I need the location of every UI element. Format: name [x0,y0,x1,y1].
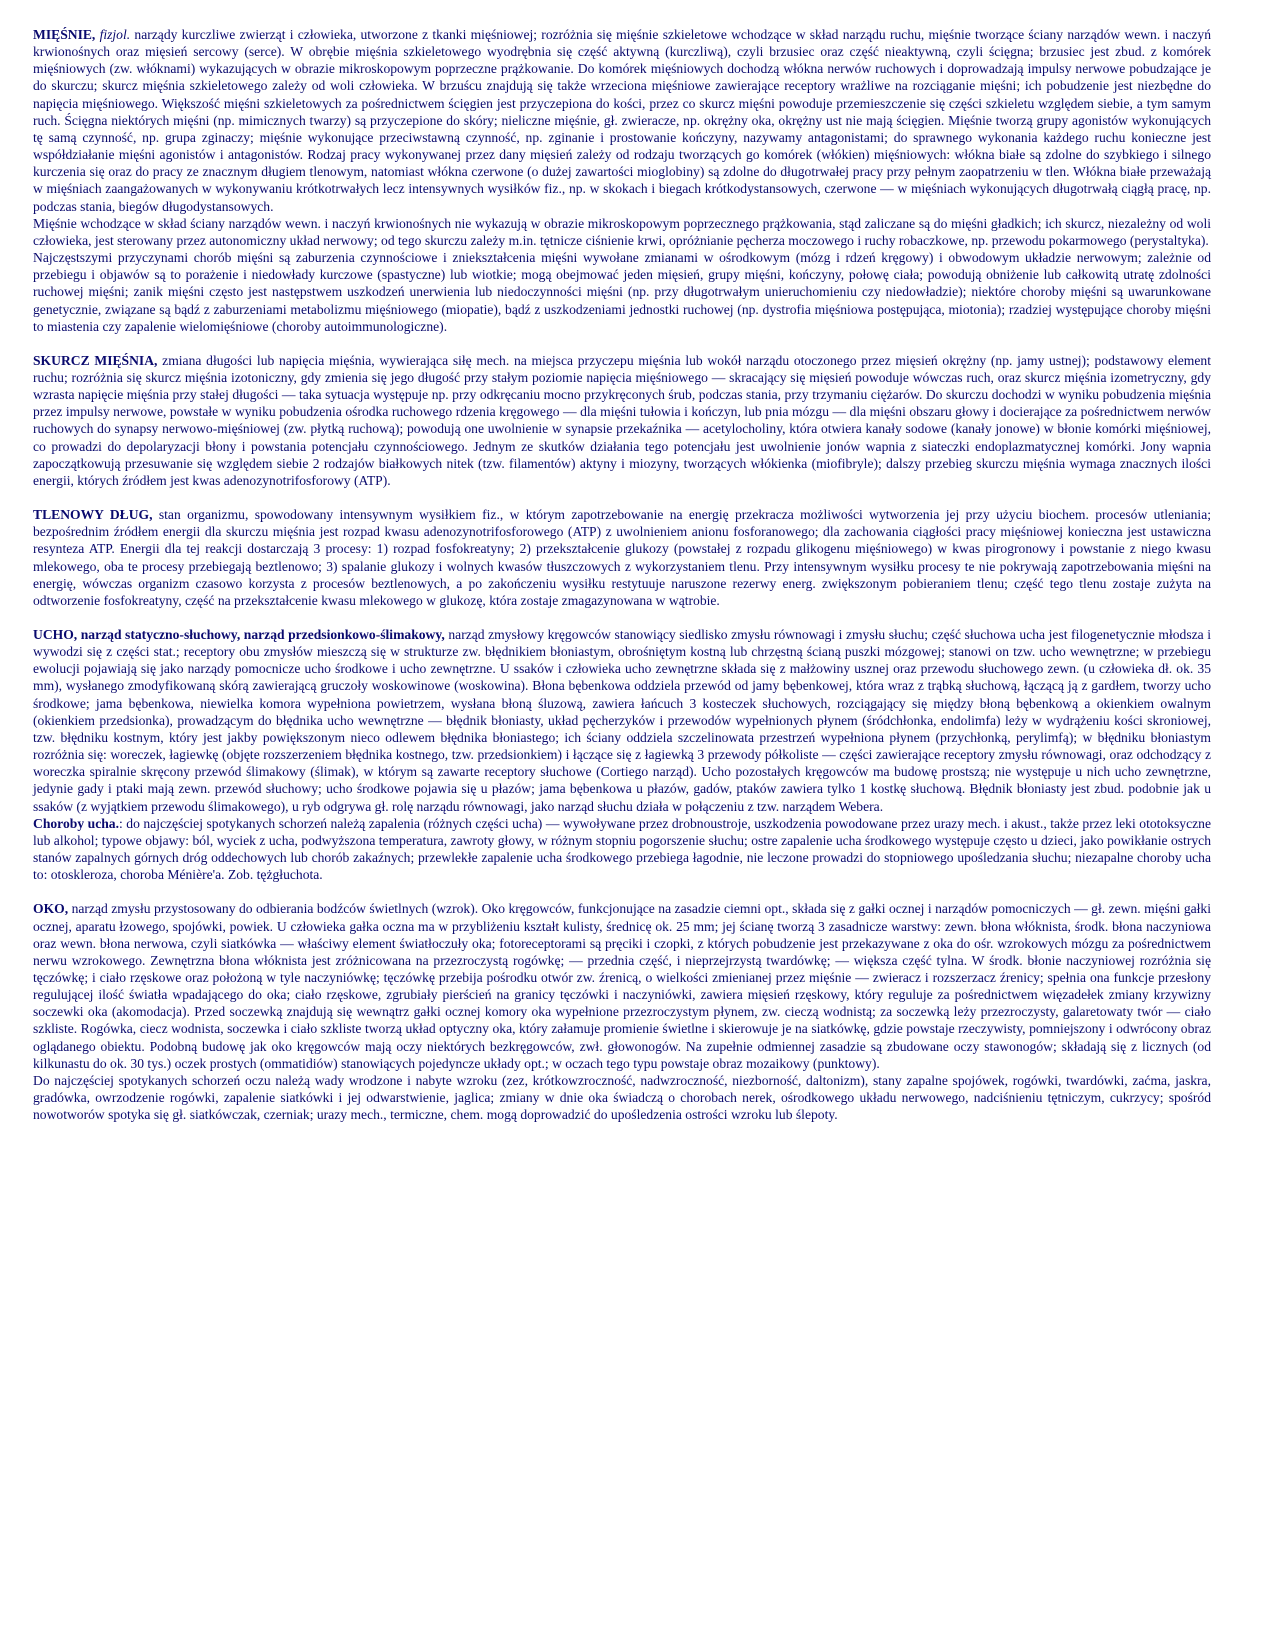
paragraph [33,1072,1211,1123]
paragraph [33,26,1211,215]
paragraph-text: : do najczęściej spotykanych schorzeń należą zapalenia (różnych części ucha) — wywoływane przez drobnoustroje, uszkodzenia powodowane przez urazy mech. i akust., także przez leki ototoksyczne lub alkohol; typowe objawy: ból, wyciek z ucha, podwyższona temperatura, zawroty głowy, w różnym stopniu pogorszenie słuchu; ostre zapalenie ucha środkowego występuje często u dzieci, jako powikłanie ostrych stanów zapalnych górnych dróg oddechowych lub chorób zakaźnych; przewlekłe zapalenie ucha środkowego przebiega łagodnie, nie leczone prowadzi do stopniowego upośledzania słuchu; niezapalne choroby ucha to: otoskleroza, choroba Ménière'a. Zob. tężgłuchota. [33,815,1211,883]
headword: MIĘŚNIE, [33,27,96,42]
paragraph [33,815,1211,884]
paragraph [33,506,1211,609]
entry-oko [33,900,1211,1123]
paragraph-text: stan organizmu, spowodowany intensywnym wysiłkiem fiz., w którym zapotrzebowanie na energię przekracza możliwości wytworzenia jej przy użyciu biochem. procesów utleniania; bezpośrednim źródłem energii dla skurczu mięśnia jest rozpad kwasu adenozynotrifosforowego (ATP) z uwolnieniem anionu fosforanowego; dla zachowania ciągłości pracy mięśniowej konieczna jest ustawiczna resynteza ATP. Energii dla tej reakcji dostarczają 3 procesy: 1) rozpad fosfokreatyny; 2) przekształcenie glukozy (powstałej z rozpadu glikogenu mięśniowego) w kwas pirogronowy i powstanie z niego kwasu mlekowego, oba te procesy przebiegają beztlenowo; 3) spalanie glukozy i wolnych kwasów tłuszczowych z wykorzystaniem tlenu. Przy intensywnym wysiłku procesy te nie pokrywają zapotrzebowania mięśni na energię, wówczas organizm czasowo korzysta z procesów beztlenowych, a po zakończeniu wysiłku restytuuje naruszone rezerwy energ. zwiększonym pobieraniem tlenu; część tego tlenu zostaje zużyta na odtworzenie fosfokreatyny, część na przekształcenie kwasu mlekowego w glukozę, która zostaje zmagazynowana w wątrobie. [33,507,1211,608]
paragraph [33,352,1211,489]
paragraph-text: narząd zmysłu przystosowany do odbierania bodźców świetlnych (wzrok). Oko kręgowców, funkcjonujące na zasadzie ciemni opt., składa się z gałki ocznej i narządów pomocniczych — gł. zewn. mięśni gałki ocznej, aparatu łzowego, spojówki, powiek. U człowieka gałka oczna ma w przybliżeniu kształt kulisty, średnicę ok. 25 mm; jej ścianę tworzą 3 zasadnicze warstwy: zewn. błona włóknista, środk. błona naczyniowa oraz wewn. błona nerwowa, czyli siatkówka — właściwy element światłoczuły oka; fotoreceptorami są pręciki i czopki, z których pobudzenie jest przekazywane z oka do ośr. wzrokowych mózgu za pośrednictwem nerwu wzrokowego. Zewnętrzna błona włóknista jest zróżnicowana na przezroczystą rogówkę; — przednia część, i nieprzejrzystą twardówkę; — większa część tylna. W środk. błonie naczyniowej rozróżnia się tęczówkę; i ciało rzęskowe oraz położoną w tyle naczyniówkę; tęczówkę przebija pośrodku otwór zw. źrenicą, o wielkości zmienianej przez mięśnie — zwieracz i rozszerzacz źrenicy; spełnia ona funkcje przesłony regulującej ilość światła wpadającego do oka; ciało rzęskowe, zgrubiały pierścień na granicy tęczówki i naczyniówki, zawiera mięsień rzęskowy, który reguluje za pośrednictwem więzadełek zmiany krzywizny soczewki oka (akomodacja). Przed soczewką znajdują się wewnątrz gałki ocznej komory oka wypełnione przezroczystym płynem, zw. cieczą wodnistą; za soczewką leży przezroczysty, galaretowaty twór — ciało szkliste. Rogówka, ciecz wodnista, soczewka i ciało szkliste tworzą układ optyczny oka, który załamuje promienie świetlne i skierowuje je na siatkówkę, gdzie powstaje rzeczywisty, pomniejszony i odwrócony obraz oglądanego obiektu. Podobną budowę jak oko kręgowców mają oczy niektórych bezkręgowców, zwł. głowonogów. Na zupełnie odmiennej zasadzie są zbudowane oczy stawonogów; składają się z licznych (od kilkunastu do ok. 30 tys.) oczek prostych (ommatidiów) stanowiących pojedyncze układy opt.; w oczach tego typu powstaje obraz mozaikowy (punktowy). [33,901,1211,1071]
entry-ucho [33,626,1211,883]
headword: OKO, [33,901,69,917]
headword: UCHO, narząd statyczno-słuchowy, narząd przedsionkowo-ślimakowy, [33,627,445,642]
paragraph-text: narządy kurczliwe zwierząt i człowieka, utworzone z tkanki mięśniowej; rozróżnia się mięśnie szkieletowe wchodzące w skład narządu ruchu, mięśnie tworzące ściany narządów wewn. i naczyń krwionośnych oraz mięsień sercowy (serce). W obrębie mięśnia szkieletowego wyodrębnia się część aktywną (kurczliwą), czyli brzusiec oraz część nieaktywną, czyli ścięgna; brzusiec jest zbud. z komórek mięśniowych (zw. włóknami) wykazujących w obrazie mikroskopowym poprzeczne prążkowanie. Do komórek mięśniowych dochodzą włókna nerwów ruchowych i doprowadzają impulsy nerwowe pobudzające je do skurczu; skurcz mięśnia szkieletowego zależy od woli człowieka. W brzuścu znajdują się także wrzeciona mięśniowe zawierające receptory wrażliwe na rozciąganie mięśni; ich pobudzenie jest niezbędne do napięcia mięśniowego. Większość mięśni szkieletowych za pośrednictwem ścięgien jest przyczepiona do kości, przez co skurcz mięśni powoduje przemieszczenie się części szkieletu względem siebie, a tym samym ruch. Ścięgna niektórych mięśni (np. mimicznych twarzy) są przyczepione do skóry; nieliczne mięśnie, gł. zwieracze, np. okrężny oka, okrężny ust nie mają ścięgien. Mięśnie tworzą grupy agonistów wykonujących tę samą czynność, np. grupa zginaczy; mięśnie wykonujące przeciwstawną czynność, np. zginanie i prostowanie kończyny, nazywamy antagonistami; do sprawnego wykonania każdego ruchu konieczne jest współdziałanie mięśni agonistów i antagonistów. Rodzaj pracy wykonywanej przez dany mięsień zależy od rodzaju tworzących go komórek (włókien) mięśniowych: włókna białe są zdolne do szybkiego i silnego kurczenia się oraz do pracy ze znacznym długiem tlenowym, natomiast włókna czerwone (o dużej zawartości mioglobiny) są zdolne do długotrwałej pracy przy pełnym zaopatrzeniu w tlen. Włókna białe przeważają w mięśniach zaangażowanych w wykonywaniu krótkotrwałych lecz intensywnych wysiłków fiz., np. w skokach i biegach krótkodystansowych, czerwone — w mięśniach wykonujących długotrwałą ciągłą pracę, np. podczas stania, biegów długodystansowych. [33,27,1211,214]
paragraph-text: zmiana długości lub napięcia mięśnia, wywierająca siłę mech. na miejsca przyczepu mięśnia lub wokół narządu otoczonego przez mięsień okrężny (np. jamy ustnej); podstawowy element ruchu; rozróżnia się skurcz mięśnia izotoniczny, gdy zmienia się jego długość przy stałym poziomie napięcia mięśniowego — skracający się mięsień powoduje wówczas ruch, oraz skurcz mięśnia izometryczny, gdy wzrasta napięcie mięśnia przy stałej długości — taka sytuacja występuje np. przy odkręcaniu mocno przykręconych śrub, podczas stania, przy trzymaniu ciężarów. Do skurczu dochodzi w wyniku pobudzenia mięśnia przez impulsy nerwowe, powstałe w wyniku pobudzenia ośrodka ruchowego rdzenia kręgowego — dla mięśni tułowia i kończyn, lub pnia mózgu — dla mięśni obszaru głowy i docierające za pośrednictwem nerwów ruchowych do synapsy nerwowo-mięśniowej (zw. płytką ruchową); powodują one uwolnienie w synapsie przekaźnika — acetylocholiny, która otwiera kanały sodowe (kanały jonowe) w błonie komórki mięśniowej, co prowadzi do depolaryzacji błony i powstania potencjału czynnościowego. Jednym ze skutków działania tego potencjału jest uwolnienie jonów wapnia z siateczki endoplazmatycznej komórki. Jony wapnia zapoczątkowują przesuwanie się względem siebie 2 rodzajów białkowych nitek (tzw. filamentów) aktyny i miozyny, tworzących włókienka (miofibryle); dalszy przebieg skurczu mięśnia wymaga znacznych ilości energii, których źródłem jest kwas adenozynotrifosforowy (ATP). [33,352,1211,488]
entry-tlenowy-dlug [33,506,1211,609]
paragraph-text: Mięśnie wchodzące w skład ściany narządów wewn. i naczyń krwionośnych nie wykazują w obrazie mikroskopowym poprzecznego prążkowania, stąd zaliczane są do mięśni gładkich; ich skurcz, niezależny od woli człowieka, jest sterowany przez autonomiczny układ nerwowy; od tego skurczu zależy m.in. tętnicze ciśnienie krwi, opróżnianie pęcherza moczowego i ruchy robaczkowe, np. przewodu pokarmowego (perystaltyka). [33,215,1211,248]
domain-abbreviation: fizjol. [95,27,131,42]
paragraph-text: Najczęstszymi przyczynami chorób mięśni są zaburzenia czynnościowe i zniekształcenia mięśni wywołane zmianami w ośrodkowym (mózg i rdzeń kręgowy) i obwodowym układzie nerwowym; zależnie od przebiegu i objawów są to porażenie i niedowłady kurczowe (spastyczne) lub wiotkie; mogą obejmować jeden mięsień, grupy mięśni, kończyny, połowę ciała; powodują obniżenie lub całkowitą utratę zdolności ruchowej mięśni; zanik mięśni często jest następstwem uszkodzeń unerwienia lub niedoczynności mięśni (np. przy długotrwałym unieruchomieniu czy niedowładzie); niektóre choroby mięśni są uwarunkowane genetycznie, związane są bądź z zaburzeniami metabolizmu mięśniowego (miopatie), bądź z uszkodzeniami jednostki ruchowej (np. dystrofia mięśniowa postępująca, miotonia); rzadziej występujące choroby mięśni to miastenia czy zapalenie wielomięśniowe (choroby autoimmunologiczne). [33,250,1211,334]
paragraph [33,626,1211,815]
paragraph-text: Do najczęściej spotykanych schorzeń oczu należą wady wrodzone i nabyte wzroku (zez, krótkowzroczność, nadwzroczność, niezborność, daltonizm), stany zapalne spojówek, rogówki, twardówki, zaćma, jaskra, gradówka, owrzodzenie rogówki, zapalenie siatkówki i jej odwarstwienie, jaglica; zmiany w dnie oka świadczą o chorobach nerek, ośrodkowego układu nerwowego, nadciśnieniu tętniczym, cukrzycy; spośród nowotworów spotyka się gł. siatkówczak, czerniak; urazy mech., termiczne, chem. mogą doprowadzić do upośledzenia ostrości wzroku lub ślepoty. [33,1072,1211,1123]
paragraph [33,900,1211,1072]
document-page [33,26,1211,1140]
headword: SKURCZ MIĘŚNIA, [33,352,158,368]
paragraph-text: narząd zmysłowy kręgowców stanowiący siedlisko zmysłu równowagi i zmysłu słuchu; część słuchowa ucha jest filogenetycznie młodsza i wywodzi się z części stat.; receptory obu zmysłów mieszczą się w strukturze zw. błędnikiem błoniastym, obrośniętym kostną lub chrzęstną ścianą puszki mózgowej; stanowi on tzw. ucho wewnętrzne; w przebiegu ewolucji pojawiają się jako narządy pomocnicze ucho środkowe i ucho zewnętrzne. U ssaków i człowieka ucho zewnętrzne składa się z małżowiny usznej oraz przewodu słuchowego zewn. (u człowieka dł. ok. 35 mm), wysłanego zmodyfikowaną skórą zawierającą gruczoły woskowinowe (woskowina). Błona bębenkowa oddziela przewód od jamy bębenkowej, która wraz z trąbką słuchową, łączącą ją z gardłem, tworzy ucho środkowe; jama bębenkowa, niewielka komora wypełniona powietrzem, wysłana błoną śluzową, zawiera łańcuch 3 kosteczek słuchowych, rozciągający się między błoną bębenkową a okienkiem owalnym (okienkiem przedsionka), prowadzącym do błędnika ucho wewnętrzne — błędnik błoniasty, układ pęcherzyków i przewodów wypełnionych płynem (śródchłonka, endolimfa) leży w wydrążeniu kości skroniowej, tzw. błędniku kostnym, który jest jakby powiększonym nieco odlewem błędnika błoniastego; ich ściany oddziela szczelinowata przestrzeń wypełniona płynem (przychłonką, perylimfą); w błędniku błoniastym rozróżnia się: woreczek, łagiewkę (objęte rozszerzeniem błędnika kostnego, tzw. przedsionkiem) i łączące się z łagiewką 3 przewody półkoliste — części zawierające receptory zmysłu równowagi, oraz odchodzący z woreczka spiralnie skręcony przewód ślimakowy (ślimak), w którym są zawarte receptory słuchowe (Cortiego narząd). Ucho pozostałych kręgowców ma budowę prostszą; nie występuje u nich ucho zewnętrzne, jedynie gady i ptaki mają zewn. przewód słuchowy; ucho środkowe pojawia się u płazów; jama bębenkowa u płazów, gadów, ptaków zawiera tylko 1 kostkę słuchową. Błędnik błoniasty jest zbud. podobnie jak u ssaków (z wyjątkiem przewodu ślimakowego), u ryb odgrywa gł. rolę narządu równowagi, jako narząd słuchu działa w połączeniu z tzw. narządem Webera. [33,627,1212,814]
paragraph [33,215,1211,249]
paragraph [33,249,1211,335]
headword: TLENOWY DŁUG, [33,507,153,523]
entry-skurcz-miesnia [33,352,1211,489]
entry-miesnie [33,26,1211,335]
subheading: Choroby ucha. [33,815,119,831]
